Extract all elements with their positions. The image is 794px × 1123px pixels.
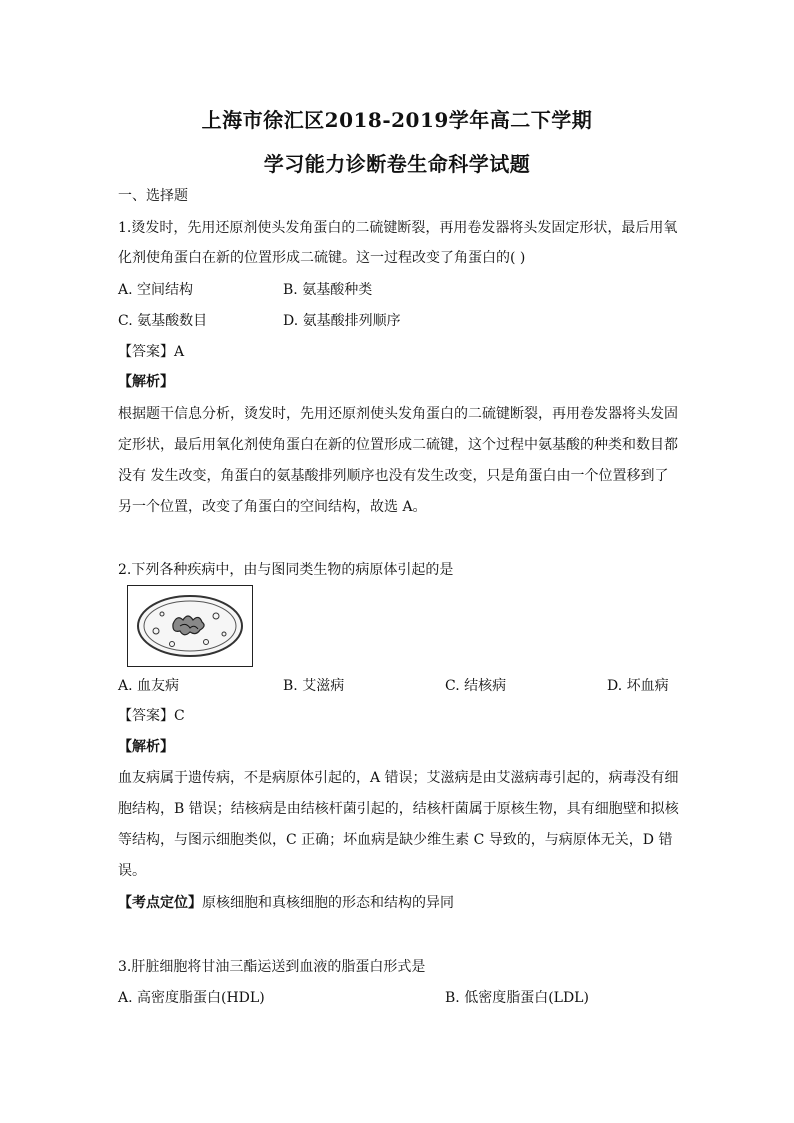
q1-option-d: D. 氨基酸排列顺序 <box>283 313 401 329</box>
q2-analysis-label: 【解析】 <box>118 739 174 755</box>
q2-answer: 【答案】C <box>118 708 185 724</box>
page-title-line-1: 上海市徐汇区2018-2019学年高二下学期 <box>201 108 593 132</box>
q3-option-a: A. 高密度脂蛋白(HDL) <box>118 990 265 1006</box>
q2-option-b: B. 艾滋病 <box>283 678 345 694</box>
q1-option-c: C. 氨基酸数目 <box>118 313 208 329</box>
q1-option-a: A. 空间结构 <box>118 282 194 298</box>
q2-analysis-line-3: 等结构，与图示细胞类似，C 正确；坏血病是缺少维生素 C 导致的，与病原体无关，D 错 <box>118 832 673 848</box>
q1-stem-line-1: 1.烫发时，先用还原剂使头发角蛋白的二硫键断裂，再用卷发器将头发固定形状，最后用氧 <box>118 220 678 236</box>
page-title-line-2: 学习能力诊断卷生命科学试题 <box>263 152 531 176</box>
q2-kaodian <box>118 893 678 913</box>
q2-kaodian-label: 【考点定位】 <box>118 895 202 911</box>
q2-analysis-line-4: 误。 <box>118 863 146 879</box>
section-heading: 一、选择题 <box>118 188 188 204</box>
q3-option-b: B. 低密度脂蛋白(LDL) <box>445 990 589 1006</box>
q2-stem: 2.下列各种疾病中，由与图同类生物的病原体引起的是 <box>118 562 454 578</box>
q1-analysis-line-1: 根据题干信息分析，烫发时，先用还原剂使头发角蛋白的二硫键断裂，再用卷发器将头发固 <box>118 406 678 422</box>
q2-option-d: D. 坏血病 <box>607 678 669 694</box>
q2-option-c: C. 结核病 <box>445 678 507 694</box>
q2-analysis-line-1: 血友病属于遗传病，不是病原体引起的，A 错误；艾滋病是由艾滋病毒引起的，病毒没有细 <box>118 770 679 786</box>
bacterial-cell-figure <box>127 585 253 667</box>
q1-stem-line-2: 化剂使角蛋白在新的位置形成二硫键。这一过程改变了角蛋白的( ) <box>118 250 526 266</box>
q1-answer: 【答案】A <box>118 344 185 360</box>
q2-kaodian-text: 原核细胞和真核细胞的形态和结构的异同 <box>202 895 454 911</box>
q1-analysis-label: 【解析】 <box>118 374 174 390</box>
q3-stem: 3.肝脏细胞将甘油三酯运送到血液的脂蛋白形式是 <box>118 959 426 975</box>
q1-analysis-line-2: 定形状，最后用氧化剂使角蛋白在新的位置形成二硫键，这个过程中氨基酸的种类和数目都 <box>118 437 678 453</box>
q1-option-b: B. 氨基酸种类 <box>283 282 373 298</box>
q2-analysis-line-2: 胞结构，B 错误；结核病是由结核杆菌引起的，结核杆菌属于原核生物，具有细胞壁和拟核 <box>118 801 679 817</box>
q1-analysis-line-3: 没有 发生改变，角蛋白的氨基酸排列顺序也没有发生改变，只是角蛋白由一个位置移到了 <box>118 468 669 484</box>
q2-option-a: A. 血友病 <box>118 678 180 694</box>
q1-analysis-line-4: 另一个位置，改变了角蛋白的空间结构，故选 A。 <box>118 499 427 515</box>
bacterial-cell-drawing <box>128 586 252 666</box>
